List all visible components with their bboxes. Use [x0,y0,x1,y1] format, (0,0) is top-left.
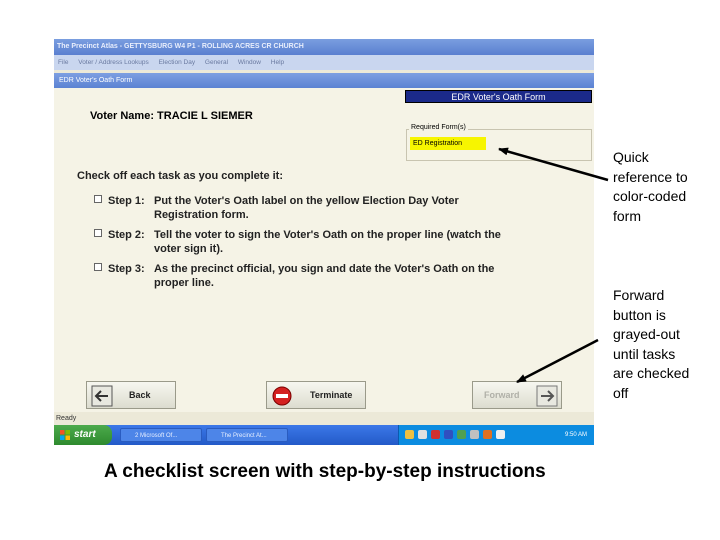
note-line: are checked [613,365,690,381]
note-line: Forward [613,287,665,303]
stop-icon [271,385,293,407]
note-line: off [613,384,629,401]
form-title-bar: EDR Voter's Oath Form [54,73,594,88]
required-forms-title: Required Form(s) [411,124,466,131]
note-line: button is [613,306,666,323]
menu-general[interactable]: General [204,59,229,66]
required-forms-group [406,124,592,161]
step-3-label: Step 3: [108,263,145,275]
forward-label: Forward [484,390,520,400]
back-button[interactable] [86,381,176,409]
note-line: form [613,207,641,224]
tray-speaker-icon[interactable] [496,430,505,439]
status-bar: Ready [54,412,594,425]
note-line: reference to [613,168,688,185]
step-1-row [94,194,514,222]
step-3-checkbox[interactable] [94,263,102,271]
step-2-label: Step 2: [108,229,145,241]
taskbar [54,425,594,445]
screenshot [54,39,594,445]
note-line: Quick [613,149,649,165]
forward-arrow-icon [536,385,558,407]
menu-window[interactable]: Window [237,59,261,66]
windows-logo-icon [60,430,70,440]
step-3-text: As the precinct official, you sign and date the Voter's Oath on the proper line. [154,263,495,289]
note-line: grayed-out [613,326,680,342]
step-2-row [94,228,514,256]
slide-caption: A checklist screen with step-by-step instructions [104,461,546,482]
step-2-text: Tell the voter to sign the Voter's Oath on the proper line (watch the voter sign it). [154,229,501,255]
menu-voter-address-lookups[interactable]: Voter / Address Lookups [78,59,149,66]
tray-printer-icon[interactable] [470,430,479,439]
note-line: color-coded [613,188,687,204]
step-1-label: Step 1: [108,195,145,207]
taskbar-clock: 9:50 AM [564,432,587,438]
menu-file[interactable]: File [58,59,69,66]
tray-update-icon[interactable] [483,430,492,439]
start-button[interactable] [54,425,112,445]
menu-election-day[interactable]: Election Day [158,59,196,66]
terminate-label: Terminate [310,390,353,400]
tray-app-icon[interactable] [457,430,466,439]
step-2-checkbox[interactable] [94,229,102,237]
system-tray [398,425,594,445]
step-1-text: Put the Voter's Oath label on the yellow Election Day Voter Registration form. [154,195,459,221]
menu-help[interactable]: Help [270,59,285,66]
tray-window-icon[interactable] [418,430,427,439]
note-line: until tasks [613,345,676,362]
window-title: The Precinct Atlas - GETTYSBURG W4 P1 - ROLLING ACRES CR CHURCH [54,39,594,55]
tray-network-icon[interactable] [444,430,453,439]
forward-button-note [613,286,689,403]
form-header-label: EDR Voter's Oath Form [405,90,592,103]
forward-button[interactable] [472,381,562,409]
required-form-value: ED Registration [410,137,486,150]
quick-reference-note [613,148,688,226]
tray-folder-icon[interactable] [405,430,414,439]
step-3-row [94,262,514,290]
back-label: Back [129,390,151,400]
step-1-checkbox[interactable] [94,195,102,203]
back-arrow-icon [91,385,113,407]
menu-bar [54,55,594,70]
taskbar-item-office[interactable]: 2 Microsoft Of... [120,428,202,442]
instruction-text: Check off each task as you complete it: [77,170,284,182]
terminate-button[interactable] [266,381,366,409]
start-label: start [74,429,96,440]
tray-antivirus-icon[interactable] [431,430,440,439]
voter-name: Voter Name: TRACIE L SIEMER [90,110,253,122]
taskbar-item-precinct-atlas[interactable]: The Precinct At... [206,428,288,442]
